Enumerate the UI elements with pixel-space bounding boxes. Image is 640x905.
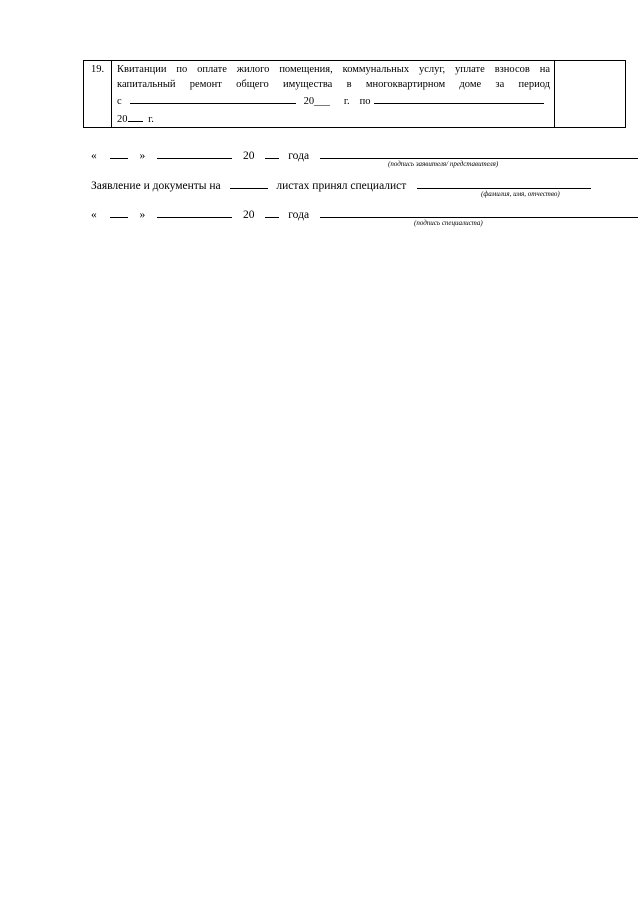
day-blank-2[interactable] bbox=[110, 205, 128, 218]
period-year-2-prefix: 20 bbox=[117, 113, 128, 125]
applicant-signature-hint: (подпись заявителя/ представителя) bbox=[388, 160, 499, 168]
day-blank[interactable] bbox=[110, 146, 128, 159]
applicant-signature-line[interactable] bbox=[320, 146, 638, 159]
row-number-cell bbox=[84, 61, 112, 128]
row-text-line-2: капитальный ремонт общего имущества в многоквартирном доме за период bbox=[117, 78, 550, 90]
row-text-line-4 bbox=[117, 110, 550, 128]
table-row bbox=[84, 61, 626, 128]
specialist-signature-hint: (подпись специалиста) bbox=[414, 219, 483, 227]
row-number: 19. bbox=[90, 64, 105, 75]
specialist-name-hint: (фамилия, имя, отчество) bbox=[481, 190, 560, 198]
row-text-line-3 bbox=[117, 92, 550, 110]
acceptance-text-before: Заявление и документы на bbox=[91, 180, 221, 192]
month-blank-2[interactable] bbox=[157, 205, 232, 218]
year-prefix-2: 20 bbox=[243, 209, 255, 221]
row-text-line-1: Квитанции по оплате жилого помещения, коммунальных услуг, уплате взносов на bbox=[117, 64, 550, 75]
period-year-2-blank[interactable] bbox=[128, 110, 143, 122]
acceptance-row bbox=[91, 176, 591, 190]
open-quote-2: « bbox=[91, 209, 97, 221]
year-blank[interactable] bbox=[265, 146, 279, 159]
sheets-count-blank[interactable] bbox=[230, 176, 268, 189]
month-blank[interactable] bbox=[157, 146, 232, 159]
period-year-1: 20___ bbox=[303, 96, 330, 107]
applicant-date-row bbox=[91, 146, 638, 160]
specialist-date-row bbox=[91, 205, 638, 219]
period-year-2-g: г. bbox=[148, 113, 154, 125]
period-from-label: с bbox=[117, 96, 122, 107]
documents-table bbox=[83, 60, 626, 128]
goda-label: года bbox=[288, 150, 310, 162]
year-prefix: 20 bbox=[243, 150, 255, 162]
close-quote: » bbox=[139, 150, 146, 162]
specialist-signature-line[interactable] bbox=[320, 205, 638, 218]
specialist-name-line[interactable] bbox=[417, 176, 591, 189]
open-quote: « bbox=[91, 150, 97, 162]
row-description-cell bbox=[112, 61, 555, 128]
period-g-label: г. bbox=[343, 96, 350, 107]
close-quote-2: » bbox=[139, 209, 146, 221]
period-to-label: по bbox=[359, 96, 371, 107]
row-mark-cell[interactable] bbox=[555, 61, 626, 128]
year-blank-2[interactable] bbox=[265, 205, 279, 218]
acceptance-text-after: листах принял специалист bbox=[276, 180, 407, 192]
period-from-blank[interactable] bbox=[130, 92, 296, 104]
goda-label-2: года bbox=[288, 209, 310, 221]
period-to-blank[interactable] bbox=[374, 92, 544, 104]
